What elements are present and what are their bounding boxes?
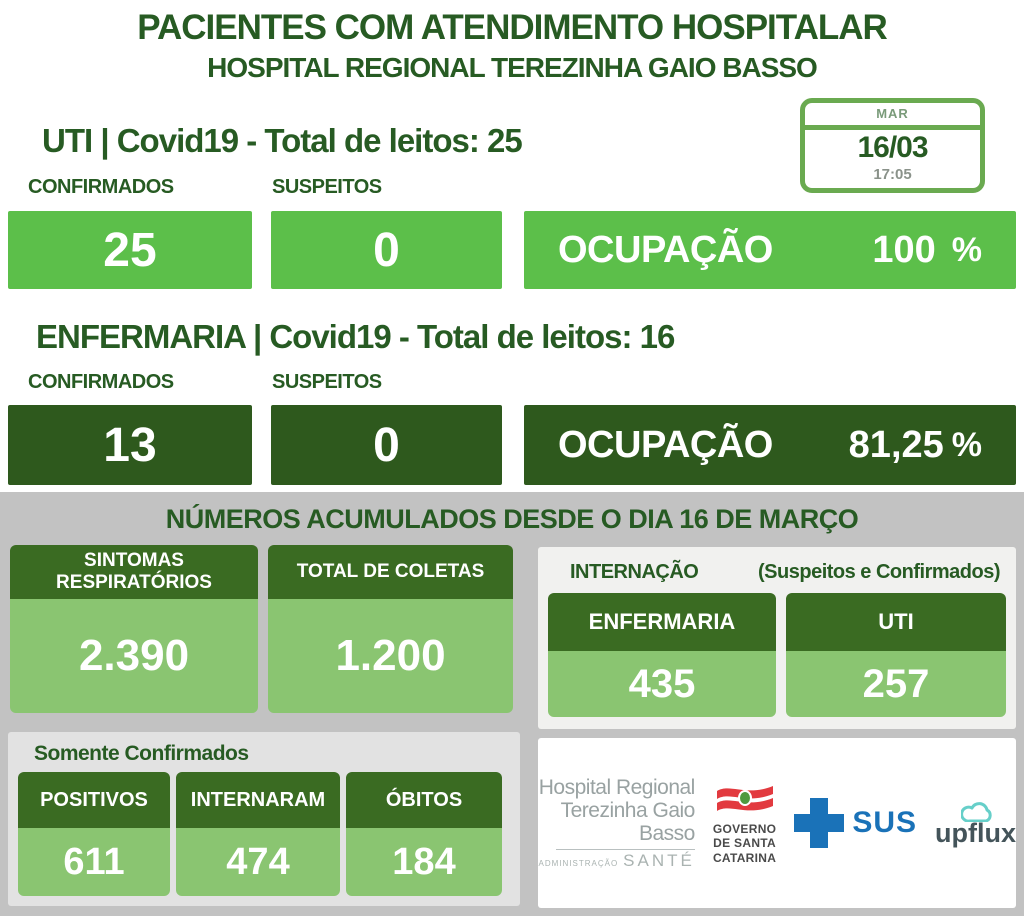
- total-coletas-label: TOTAL DE COLETAS: [268, 545, 513, 599]
- page-title: PACIENTES COM ATENDIMENTO HOSPITALAR: [137, 8, 887, 47]
- internacao-uti-label: UTI: [786, 593, 1006, 651]
- enfermaria-ocupacao-label: OCUPAÇÃO: [558, 423, 773, 466]
- internaram-label: INTERNARAM: [176, 772, 340, 828]
- somente-confirmados-label: Somente Confirmados: [34, 742, 249, 765]
- governo-line1: GOVERNO: [712, 821, 777, 836]
- internacao-uti-value: 257: [786, 651, 1006, 717]
- hospital-logo-administracao: ADMINISTRAÇÃO: [538, 858, 619, 868]
- hospital-logo-sante: SANTÉ: [623, 850, 695, 870]
- enfermaria-ocupacao-unit: %: [951, 425, 982, 464]
- governo-sc-logo: [713, 782, 776, 865]
- calendar-date: 16/03: [857, 131, 928, 164]
- internacao-note: (Suspeitos e Confirmados): [758, 561, 1000, 583]
- enfermaria-suspeitos-value: 0: [271, 405, 502, 485]
- internacao-enfermaria-value: 435: [548, 651, 776, 717]
- enfermaria-confirmados-value: 13: [8, 405, 252, 485]
- hospital-logo-rule: [556, 849, 695, 850]
- obitos-value: 184: [346, 828, 502, 896]
- uti-ocupacao-value: 100: [872, 228, 936, 271]
- positivos-value: 611: [18, 828, 170, 896]
- logos-panel: [538, 738, 1016, 908]
- uti-ocupacao-label: OCUPAÇÃO: [558, 228, 773, 271]
- governo-line3: CATARINA: [712, 850, 777, 865]
- uti-suspeitos-label: SUSPEITOS: [272, 176, 382, 198]
- enfermaria-heading: ENFERMARIA | Covid19 - Total de leitos: 16: [36, 318, 675, 355]
- enfermaria-ocupacao-value: 81,25: [848, 423, 944, 466]
- sus-cross-icon: [794, 798, 844, 848]
- uti-heading: UTI | Covid19 - Total de leitos: 25: [42, 122, 522, 159]
- enfermaria-suspeitos-label: SUSPEITOS: [272, 371, 382, 393]
- sintomas-respiratorios-card: [10, 545, 258, 713]
- enfermaria-ocupacao-box: [524, 405, 1016, 485]
- uti-suspeitos-value: 0: [271, 211, 502, 289]
- somente-confirmados-panel: [8, 732, 520, 906]
- internacao-uti-card: [786, 593, 1006, 717]
- enfermaria-confirmados-label: CONFIRMADOS: [28, 371, 174, 393]
- internacao-label: INTERNAÇÃO: [570, 561, 699, 583]
- sus-logo: [794, 798, 917, 848]
- total-coletas-value: 1.200: [268, 599, 513, 713]
- calendar-time: 17:05: [873, 166, 912, 183]
- calendar-month: MAR: [876, 106, 909, 121]
- hospital-logo-line1: Hospital Regional: [538, 775, 695, 799]
- internaram-value: 474: [176, 828, 340, 896]
- total-coletas-card: [268, 545, 513, 713]
- obitos-label: ÓBITOS: [346, 772, 502, 828]
- uti-ocupacao-unit: %: [951, 230, 982, 269]
- page-subtitle: HOSPITAL REGIONAL TEREZINHA GAIO BASSO: [207, 52, 817, 83]
- obitos-card: [346, 772, 502, 896]
- sintomas-respiratorios-value: 2.390: [10, 599, 258, 713]
- santa-catarina-flag-icon: [714, 782, 776, 816]
- internaram-card: [176, 772, 340, 896]
- accumulated-section: [0, 492, 1024, 916]
- sus-logo-text: SUS: [852, 806, 917, 839]
- positivos-card: [18, 772, 170, 896]
- internacao-enfermaria-card: [548, 593, 776, 717]
- internacao-enfermaria-label: ENFERMARIA: [548, 593, 776, 651]
- uti-confirmados-value: 25: [8, 211, 252, 289]
- uti-ocupacao-box: [524, 211, 1016, 289]
- internacao-panel: [538, 547, 1016, 729]
- hospital-logo-line2: Terezinha Gaio Basso: [560, 798, 695, 845]
- upflux-logo: [935, 800, 1016, 847]
- calendar-widget: [800, 98, 985, 193]
- positivos-label: POSITIVOS: [18, 772, 170, 828]
- governo-line2: DE SANTA: [713, 836, 777, 851]
- sintomas-respiratorios-label: SINTOMAS RESPIRATÓRIOS: [10, 545, 258, 599]
- uti-confirmados-label: CONFIRMADOS: [28, 176, 174, 198]
- accumulated-title: NÚMEROS ACUMULADOS DESDE O DIA 16 DE MARÇO: [165, 504, 859, 534]
- hospital-logo: [538, 776, 695, 871]
- upflux-logo-text: upflux: [935, 817, 1016, 848]
